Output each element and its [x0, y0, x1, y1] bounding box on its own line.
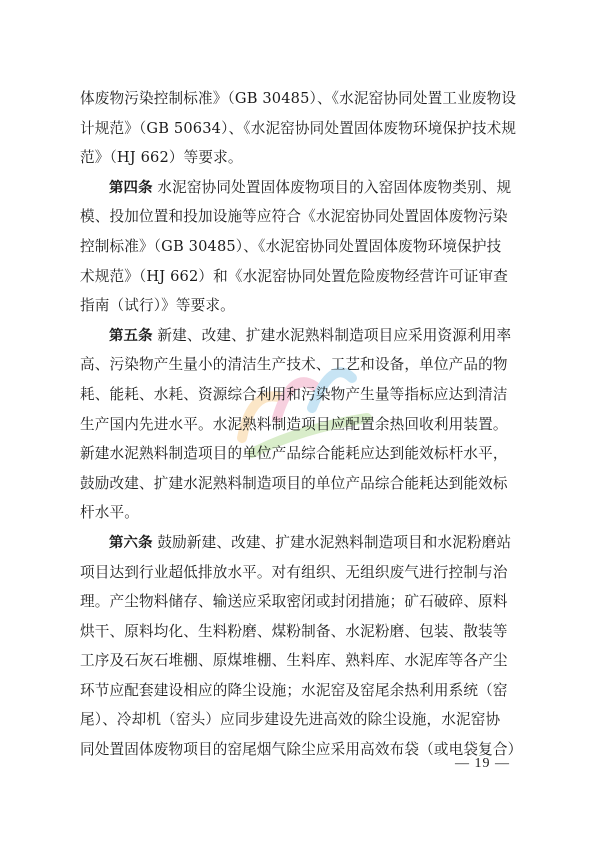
article-first-line	[80, 173, 520, 203]
text-line: 杆水平。	[80, 504, 139, 522]
text-line: 鼓励改建、扩建水泥熟料制造项目的单位产品综合能耗达到能效标	[80, 474, 508, 492]
text-line: 新建水泥熟料制造项目的单位产品综合能耗应达到能效标杆水平，	[80, 445, 508, 463]
text-line: 项目达到行业超低排放水平。对有组织、无组织废气进行控制与治	[80, 563, 508, 581]
text-line: 生产国内先进水平。水泥熟料制造项目应配置余热回收利用装置。	[80, 415, 508, 433]
text-line: 烘干、原料均化、生料粉磨、煤粉制备、水泥粉磨、包装、散装等	[80, 622, 508, 640]
page-number: — 19 —	[455, 756, 510, 771]
text-line: 高、污染物产生量小的清洁生产技术、工艺和设备，单位产品的物	[80, 356, 508, 374]
text-line: 模、投加位置和投加设施等应符合《水泥窑协同处置固体废物污染	[80, 208, 508, 226]
text-line: 耗、能耗、水耗、资源综合利用和污染物产生量等指标应达到清洁	[80, 385, 508, 403]
text-line: 环节应配套建设相应的降尘设施；水泥窑及窑尾余热利用系统（窑	[80, 681, 508, 699]
text-line: 尾）、冷却机（窑头）应同步建设先进高效的除尘设施，水泥窑协	[80, 711, 501, 729]
article-heading: 第四条	[109, 179, 153, 196]
text-run: 水泥窑协同处置固体废物项目的入窑固体废物类别、规	[152, 178, 512, 196]
document-body	[80, 84, 523, 765]
text-line: 术规范》（HJ 662）和《水泥窑协同处置危险废物经营许可证审查	[80, 267, 509, 285]
article-heading: 第六条	[109, 534, 153, 551]
text-line: 指南（试行）》等要求。	[80, 297, 235, 315]
text-line: 计规范》（GB 50634）、《水泥窑协同处置固体废物环境保护技术规	[80, 119, 517, 137]
article-heading: 第五条	[109, 327, 153, 344]
text-run: 新建、改建、扩建水泥熟料制造项目应采用资源利用率	[152, 326, 512, 344]
article-first-line	[80, 321, 520, 351]
text-line: 体废物污染控制标准》（GB 30485）、《水泥窑协同处置工业废物设	[80, 90, 517, 107]
text-line: 工序及石灰石堆棚、原煤堆棚、生料库、熟料库、水泥库等各产尘	[80, 652, 508, 670]
text-run: 鼓励新建、改建、扩建水泥熟料制造项目和水泥粉磨站	[152, 533, 512, 551]
article-first-line	[80, 528, 520, 558]
text-line: 范》（HJ 662）等要求。	[80, 149, 243, 167]
text-line: 同处置固体废物项目的窑尾烟气除尘应采用高效布袋（或电袋复合）	[80, 741, 523, 759]
text-line: 控制标准》（GB 30485）、《水泥窑协同处置固体废物环境保护技	[80, 237, 502, 255]
text-line: 理。产尘物料储存、输送应采取密闭或封闭措施；矿石破碎、原料	[80, 593, 508, 611]
